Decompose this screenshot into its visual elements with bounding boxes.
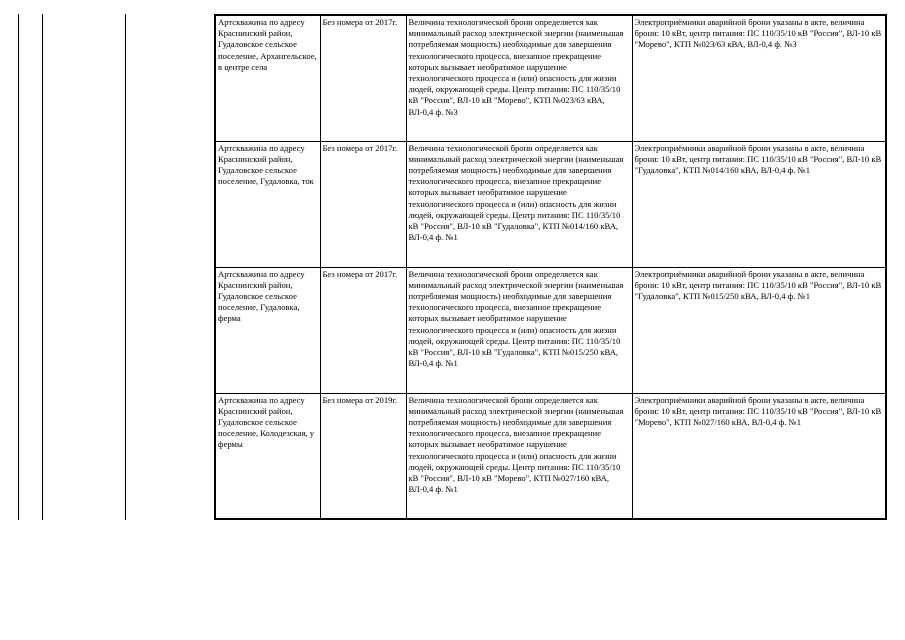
reserve-receivers-cell: Электроприёмники аварийной брони указаны в акте, величина брони: 10 кВт, центр питания: ПС 110/35/10 кВ "Россия", ВЛ-10 кВ "Морево", КТП №023/63 кВА, ВЛ-0,4 ф. №3	[632, 15, 886, 141]
left-border-line-3	[125, 14, 126, 520]
act-number-cell: Без номера от 2017г.	[320, 141, 406, 267]
table-row	[215, 141, 886, 267]
act-number-cell: Без номера от 2017г.	[320, 267, 406, 393]
act-number-cell: Без номера от 2017г.	[320, 15, 406, 141]
table-row	[215, 267, 886, 393]
object-address-cell: Артскважина по адресу Краснинский район, Гудаловское сельское поселение, Гудаловка, ток	[215, 141, 320, 267]
object-address-cell: Артскважина по адресу Краснинский район, Гудаловское сельское поселение, Гудаловка, ферма	[215, 267, 320, 393]
table-row	[215, 15, 886, 141]
reserve-basis-cell: Величина технологической брони определяется как минимальный расход электрической энергии (наименьшая потребляемая мощность) необходимые для завершения технологического процесса, внезапное прекращение которых вызывает необратимое нарушение технологического процесса и (или) опасность для жизни людей, окружающей среды. Центр питания: ПС 110/35/10 кВ "Россия", ВЛ-10 кВ "Гудаловка", КТП №014/160 кВА, ВЛ-0,4 ф. №1	[406, 141, 632, 267]
reserve-basis-cell: Величина технологической брони определяется как минимальный расход электрической энергии (наименьшая потребляемая мощность) необходимые для завершения технологического процесса, внезапное прекращение которых вызывает необратимое нарушение технологического процесса и (или) опасность для жизни людей, окружающей среды. Центр питания: ПС 110/35/10 кВ "Россия", ВЛ-10 кВ "Морево", КТП №023/63 кВА, ВЛ-0,4 ф. №3	[406, 15, 632, 141]
table-row	[215, 393, 886, 519]
act-number-cell: Без номера от 2019г.	[320, 393, 406, 519]
left-border-line-2	[42, 14, 43, 520]
reserve-receivers-cell: Электроприёмники аварийной брони указаны в акте, величина брони: 10 кВт, центр питания: ПС 110/35/10 кВ "Россия", ВЛ-10 кВ "Гудаловка", КТП №015/250 кВА, ВЛ-0,4 ф. №1	[632, 267, 886, 393]
reserve-receivers-cell: Электроприёмники аварийной брони указаны в акте, величина брони: 10 кВт, центр питания: ПС 110/35/10 кВ "Россия", ВЛ-10 кВ "Морево", КТП №027/160 кВА, ВЛ-0,4 ф. №1	[632, 393, 886, 519]
object-address-cell: Артскважина по адресу Краснинский район, Гудаловское сельское поселение, Колодезская, у фермы	[215, 393, 320, 519]
left-border-line-1	[18, 14, 19, 520]
object-address-cell: Артскважина по адресу Краснинский район, Гудаловское сельское поселение, Архангельское, в центре села	[215, 15, 320, 141]
reserve-basis-cell: Величина технологической брони определяется как минимальный расход электрической энергии (наименьшая потребляемая мощность) необходимые для завершения технологического процесса, внезапное прекращение которых вызывает необратимое нарушение технологического процесса и (или) опасность для жизни людей, окружающей среды. Центр питания: ПС 110/35/10 кВ "Россия", ВЛ-10 кВ "Морево", КТП №027/160 кВА, ВЛ-0,4 ф. №1	[406, 393, 632, 519]
reserve-basis-cell: Величина технологической брони определяется как минимальный расход электрической энергии (наименьшая потребляемая мощность) необходимые для завершения технологического процесса, внезапное прекращение которых вызывает необратимое нарушение технологического процесса и (или) опасность для жизни людей, окружающей среды. Центр питания: ПС 110/35/10 кВ "Россия", ВЛ-10 кВ "Гудаловка", КТП №015/250 кВА, ВЛ-0,4 ф. №1	[406, 267, 632, 393]
reserve-receivers-cell: Электроприёмники аварийной брони указаны в акте, величина брони: 10 кВт, центр питания: ПС 110/35/10 кВ "Россия", ВЛ-10 кВ "Гудаловка", КТП №014/160 кВА, ВЛ-0,4 ф. №1	[632, 141, 886, 267]
reserve-table	[214, 14, 887, 520]
